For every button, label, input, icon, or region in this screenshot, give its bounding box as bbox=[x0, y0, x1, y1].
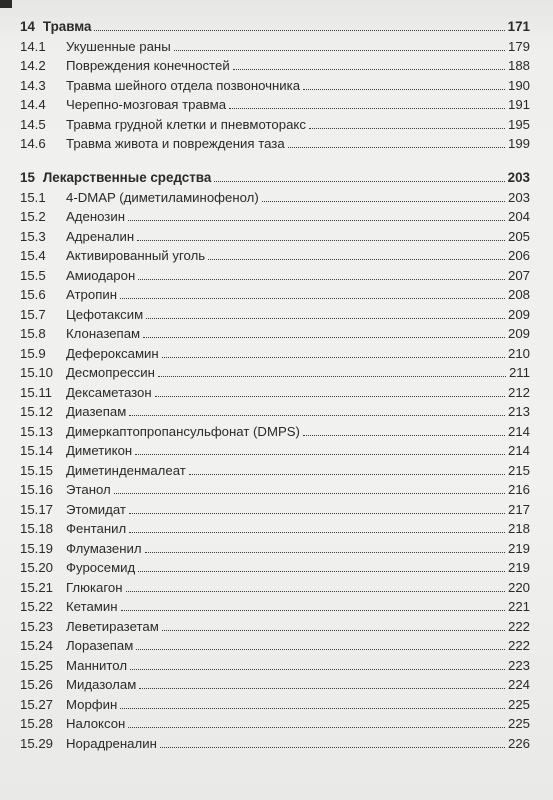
entry-page-number: 209 bbox=[507, 306, 530, 322]
entry-title: Димеркаптопропансульфонат (DMPS) bbox=[66, 423, 300, 439]
toc-entry bbox=[20, 283, 530, 303]
toc-entry bbox=[20, 185, 530, 205]
entry-page-number: 214 bbox=[507, 443, 530, 458]
toc-entry bbox=[20, 673, 530, 693]
toc-entry bbox=[20, 380, 530, 400]
entry-page-number: 188 bbox=[507, 58, 530, 73]
entry-number: 15.23 bbox=[20, 618, 54, 634]
toc-entry bbox=[20, 34, 530, 54]
entry-number: 15.2 bbox=[20, 209, 46, 224]
entry-number: 15.12 bbox=[20, 404, 54, 419]
entry-page-number: 190 bbox=[507, 77, 530, 93]
dot-leader bbox=[129, 532, 505, 533]
section-heading bbox=[20, 13, 530, 34]
toc-entry bbox=[20, 302, 530, 322]
dot-leader bbox=[214, 181, 504, 182]
entry-title: Кетамин bbox=[66, 599, 118, 614]
entry-title: Фуросемид bbox=[66, 560, 136, 575]
entry-number: 15.21 bbox=[20, 579, 54, 595]
toc-entry bbox=[20, 614, 530, 634]
section-heading bbox=[20, 164, 530, 185]
toc-entry bbox=[20, 112, 530, 132]
toc-entry bbox=[20, 263, 530, 283]
entry-page-number: 209 bbox=[507, 326, 530, 341]
entry-number: 15.10 bbox=[20, 365, 54, 380]
entry-title: Десмопрессин bbox=[66, 365, 155, 380]
entry-number: 15.15 bbox=[20, 462, 54, 478]
toc-entry bbox=[20, 497, 530, 517]
dot-leader bbox=[233, 69, 505, 70]
entry-title: Цефотаксим bbox=[66, 306, 144, 322]
entry-title: Амиодарон bbox=[66, 267, 136, 283]
dot-leader bbox=[288, 147, 505, 148]
entry-page-number: 220 bbox=[507, 579, 530, 595]
entry-number: 15.27 bbox=[20, 696, 54, 712]
dot-leader bbox=[135, 454, 505, 455]
dot-leader bbox=[189, 474, 505, 475]
entry-number: 14.4 bbox=[20, 97, 46, 112]
entry-page-number: 225 bbox=[507, 716, 530, 731]
entry-number: 14.1 bbox=[20, 38, 46, 54]
section-number: 14 bbox=[20, 19, 35, 34]
entry-number: 15.7 bbox=[20, 306, 46, 322]
dot-leader bbox=[139, 688, 505, 689]
entry-page-number: 221 bbox=[507, 599, 530, 614]
entry-number: 15.28 bbox=[20, 716, 54, 731]
dot-leader bbox=[162, 357, 505, 358]
dot-leader bbox=[303, 89, 505, 90]
toc-entry bbox=[20, 692, 530, 712]
dot-leader bbox=[138, 571, 505, 572]
entry-number: 15.25 bbox=[20, 657, 54, 673]
entry-number: 15.5 bbox=[20, 267, 46, 283]
entry-number: 15.29 bbox=[20, 735, 54, 751]
entry-title: Активированный уголь bbox=[66, 248, 206, 263]
entry-page-number: 204 bbox=[507, 209, 530, 224]
entry-title: Адреналин bbox=[66, 228, 135, 244]
entry-page-number: 226 bbox=[507, 735, 530, 751]
dot-leader bbox=[303, 435, 505, 436]
entry-title: Повреждения конечностей bbox=[66, 58, 230, 73]
dot-leader bbox=[130, 669, 505, 670]
entry-title: Флумазенил bbox=[66, 540, 142, 556]
entry-title: Мидазолам bbox=[66, 677, 137, 692]
toc-entry bbox=[20, 361, 530, 381]
toc-entry bbox=[20, 439, 530, 459]
entry-page-number: 215 bbox=[507, 462, 530, 478]
entry-page-number: 214 bbox=[507, 423, 530, 439]
toc-entry bbox=[20, 731, 530, 751]
entry-number: 15.11 bbox=[20, 384, 53, 400]
dot-leader bbox=[114, 493, 505, 494]
entry-page-number: 219 bbox=[507, 560, 530, 575]
entry-number: 15.17 bbox=[20, 501, 54, 517]
dot-leader bbox=[229, 108, 505, 109]
dot-leader bbox=[129, 415, 505, 416]
entry-number: 15.8 bbox=[20, 326, 46, 341]
entry-title: Диметикон bbox=[66, 443, 133, 458]
toc-entry bbox=[20, 54, 530, 74]
dot-leader bbox=[128, 220, 505, 221]
entry-title: Аденозин bbox=[66, 209, 125, 224]
entry-title: Глюкагон bbox=[66, 579, 123, 595]
entry-number: 15.6 bbox=[20, 287, 46, 302]
section-title: Травма bbox=[42, 19, 92, 34]
toc-section bbox=[20, 164, 530, 751]
toc-entry bbox=[20, 244, 530, 264]
entry-number: 15.1 bbox=[20, 189, 46, 205]
toc-entry bbox=[20, 653, 530, 673]
dot-leader bbox=[146, 318, 505, 319]
entry-title: Укушенные раны bbox=[66, 38, 171, 54]
entry-title: Диметинденмалеат bbox=[66, 462, 186, 478]
entry-title: Травма живота и повреждения таза bbox=[66, 136, 285, 151]
entry-page-number: 205 bbox=[507, 228, 530, 244]
dot-leader bbox=[174, 50, 505, 51]
entry-number: 15.24 bbox=[20, 638, 54, 653]
entry-page-number: 211 bbox=[508, 365, 530, 380]
entry-title: Налоксон bbox=[66, 716, 126, 731]
toc-entry bbox=[20, 595, 530, 615]
toc-entry bbox=[20, 205, 530, 225]
entry-number: 15.18 bbox=[20, 521, 54, 536]
toc-entry bbox=[20, 634, 530, 654]
dot-leader bbox=[94, 30, 504, 31]
entry-number: 15.14 bbox=[20, 443, 54, 458]
entry-page-number: 195 bbox=[507, 116, 530, 132]
entry-number: 15.26 bbox=[20, 677, 54, 692]
entry-title: Черепно-мозговая травма bbox=[66, 97, 227, 112]
entry-number: 15.4 bbox=[20, 248, 46, 263]
entry-page-number: 222 bbox=[507, 638, 530, 653]
entry-number: 14.6 bbox=[20, 136, 46, 151]
dot-leader bbox=[138, 279, 505, 280]
entry-title: Дефероксамин bbox=[66, 345, 159, 361]
entry-page-number: 199 bbox=[507, 136, 530, 151]
entry-page-number: 223 bbox=[507, 657, 530, 673]
entry-page-number: 207 bbox=[507, 267, 530, 283]
table-of-contents bbox=[20, 13, 530, 751]
entry-title: Диазепам bbox=[66, 404, 127, 419]
dot-leader bbox=[129, 513, 505, 514]
entry-title: Дексаметазон bbox=[66, 384, 152, 400]
entry-number: 15.16 bbox=[20, 482, 54, 497]
entry-number: 15.9 bbox=[20, 345, 46, 361]
toc-section bbox=[20, 13, 530, 151]
entry-number: 15.13 bbox=[20, 423, 54, 439]
entry-title: Этанол bbox=[66, 482, 111, 497]
entry-title: Маннитол bbox=[66, 657, 128, 673]
dot-leader bbox=[208, 259, 505, 260]
entry-title: Атропин bbox=[66, 287, 118, 302]
toc-entry bbox=[20, 93, 530, 113]
entry-page-number: 210 bbox=[507, 345, 530, 361]
entry-title: Фентанил bbox=[66, 521, 127, 536]
dot-leader bbox=[158, 376, 506, 377]
toc-entry bbox=[20, 341, 530, 361]
entry-title: Травма грудной клетки и пневмоторакс bbox=[66, 116, 306, 132]
dot-leader bbox=[162, 630, 505, 631]
entry-page-number: 191 bbox=[507, 97, 530, 112]
entry-page-number: 212 bbox=[507, 384, 530, 400]
entry-number: 15.22 bbox=[20, 599, 54, 614]
section-number: 15 bbox=[20, 170, 35, 185]
entry-title: Лоразепам bbox=[66, 638, 134, 653]
entry-page-number: 224 bbox=[507, 677, 530, 692]
entry-title: Клоназепам bbox=[66, 326, 141, 341]
dot-leader bbox=[121, 610, 505, 611]
entry-page-number: 208 bbox=[507, 287, 530, 302]
entry-page-number: 225 bbox=[507, 696, 530, 712]
entry-page-number: 213 bbox=[507, 404, 530, 419]
entry-title: Морфин bbox=[66, 696, 118, 712]
section-page-number: 203 bbox=[507, 170, 530, 185]
dot-leader bbox=[262, 201, 505, 202]
entry-title: 4-DMAP (диметиламинофенол) bbox=[66, 189, 259, 205]
entry-page-number: 203 bbox=[507, 189, 530, 205]
entry-page-number: 222 bbox=[507, 618, 530, 634]
entry-title: Травма шейного отдела позвоночника bbox=[66, 77, 301, 93]
entry-page-number: 179 bbox=[507, 38, 530, 54]
entry-title: Норадреналин bbox=[66, 735, 157, 751]
dot-leader bbox=[136, 649, 505, 650]
entry-page-number: 217 bbox=[507, 501, 530, 517]
toc-entry bbox=[20, 73, 530, 93]
entry-page-number: 218 bbox=[507, 521, 530, 536]
page-corner-mark bbox=[0, 0, 12, 8]
section-page-number: 171 bbox=[507, 19, 530, 34]
toc-entry bbox=[20, 712, 530, 732]
entry-number: 15.19 bbox=[20, 540, 54, 556]
entry-number: 15.3 bbox=[20, 228, 46, 244]
entry-page-number: 206 bbox=[507, 248, 530, 263]
dot-leader bbox=[126, 591, 505, 592]
toc-entry bbox=[20, 517, 530, 537]
entry-number: 15.20 bbox=[20, 560, 54, 575]
toc-entry bbox=[20, 400, 530, 420]
entry-page-number: 216 bbox=[507, 482, 530, 497]
dot-leader bbox=[309, 128, 505, 129]
toc-entry bbox=[20, 556, 530, 576]
dot-leader bbox=[160, 747, 505, 748]
toc-entry bbox=[20, 575, 530, 595]
entry-page-number: 219 bbox=[507, 540, 530, 556]
dot-leader bbox=[120, 298, 505, 299]
entry-title: Этомидат bbox=[66, 501, 126, 517]
entry-number: 14.3 bbox=[20, 77, 46, 93]
toc-entry bbox=[20, 419, 530, 439]
toc-entry bbox=[20, 322, 530, 342]
dot-leader bbox=[143, 337, 505, 338]
entry-number: 14.5 bbox=[20, 116, 46, 132]
toc-entry bbox=[20, 478, 530, 498]
dot-leader bbox=[137, 240, 505, 241]
dot-leader bbox=[155, 396, 505, 397]
section-title: Лекарственные средства bbox=[42, 170, 212, 185]
entry-title: Леветиразетам bbox=[66, 618, 159, 634]
toc-entry bbox=[20, 536, 530, 556]
dot-leader bbox=[145, 552, 505, 553]
dot-leader bbox=[120, 708, 505, 709]
entry-number: 14.2 bbox=[20, 58, 46, 73]
toc-entry bbox=[20, 132, 530, 152]
dot-leader bbox=[128, 727, 505, 728]
toc-entry bbox=[20, 458, 530, 478]
toc-entry bbox=[20, 224, 530, 244]
